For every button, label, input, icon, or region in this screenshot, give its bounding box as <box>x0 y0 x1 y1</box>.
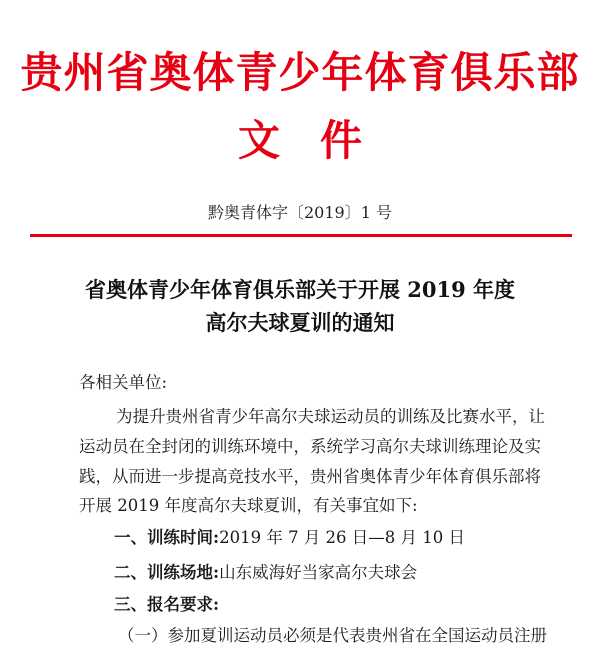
training-venue-item <box>114 561 417 585</box>
item-label: 三、报名要求: <box>114 595 220 614</box>
paragraph-line: 开展 2019 年度高尔夫球夏训，有关事宜如下: <box>79 496 418 515</box>
organization-title: 贵州省奥体青少年体育俱乐部 <box>20 48 580 97</box>
sub-item-line: （一）参加夏训运动员必须是代表贵州省在全国运动员注册 <box>118 626 547 645</box>
salutation: 各相关单位: <box>79 373 168 392</box>
item-value: 山东威海好当家高尔夫球会 <box>219 563 418 582</box>
training-time-item <box>114 526 465 550</box>
paragraph-line: 践，从而进一步提高竞技水平，贵州省奥体青少年体育俱乐部将 <box>79 467 541 486</box>
item-label: 二、训练场地: <box>114 563 220 582</box>
document-number: 黔奥青体字〔2019〕1 号 <box>208 203 392 222</box>
item-label: 一、训练时间: <box>114 528 220 547</box>
notice-title-line-2: 高尔夫球夏训的通知 <box>205 310 395 335</box>
item-value: 2019 年 7 月 26 日—8 月 10 日 <box>219 528 466 547</box>
red-divider-line <box>30 234 572 237</box>
registration-requirements-item <box>114 593 219 617</box>
notice-title-line-1: 省奥体青少年体育俱乐部关于开展 2019 年度 <box>84 277 516 302</box>
document-label: 文件 <box>237 116 402 165</box>
paragraph-line: 运动员在全封闭的训练环境中，系统学习高尔夫球训练理论及实 <box>79 437 541 456</box>
paragraph-line: 为提升贵州省青少年高尔夫球运动员的训练及比赛水平，让 <box>116 407 545 426</box>
